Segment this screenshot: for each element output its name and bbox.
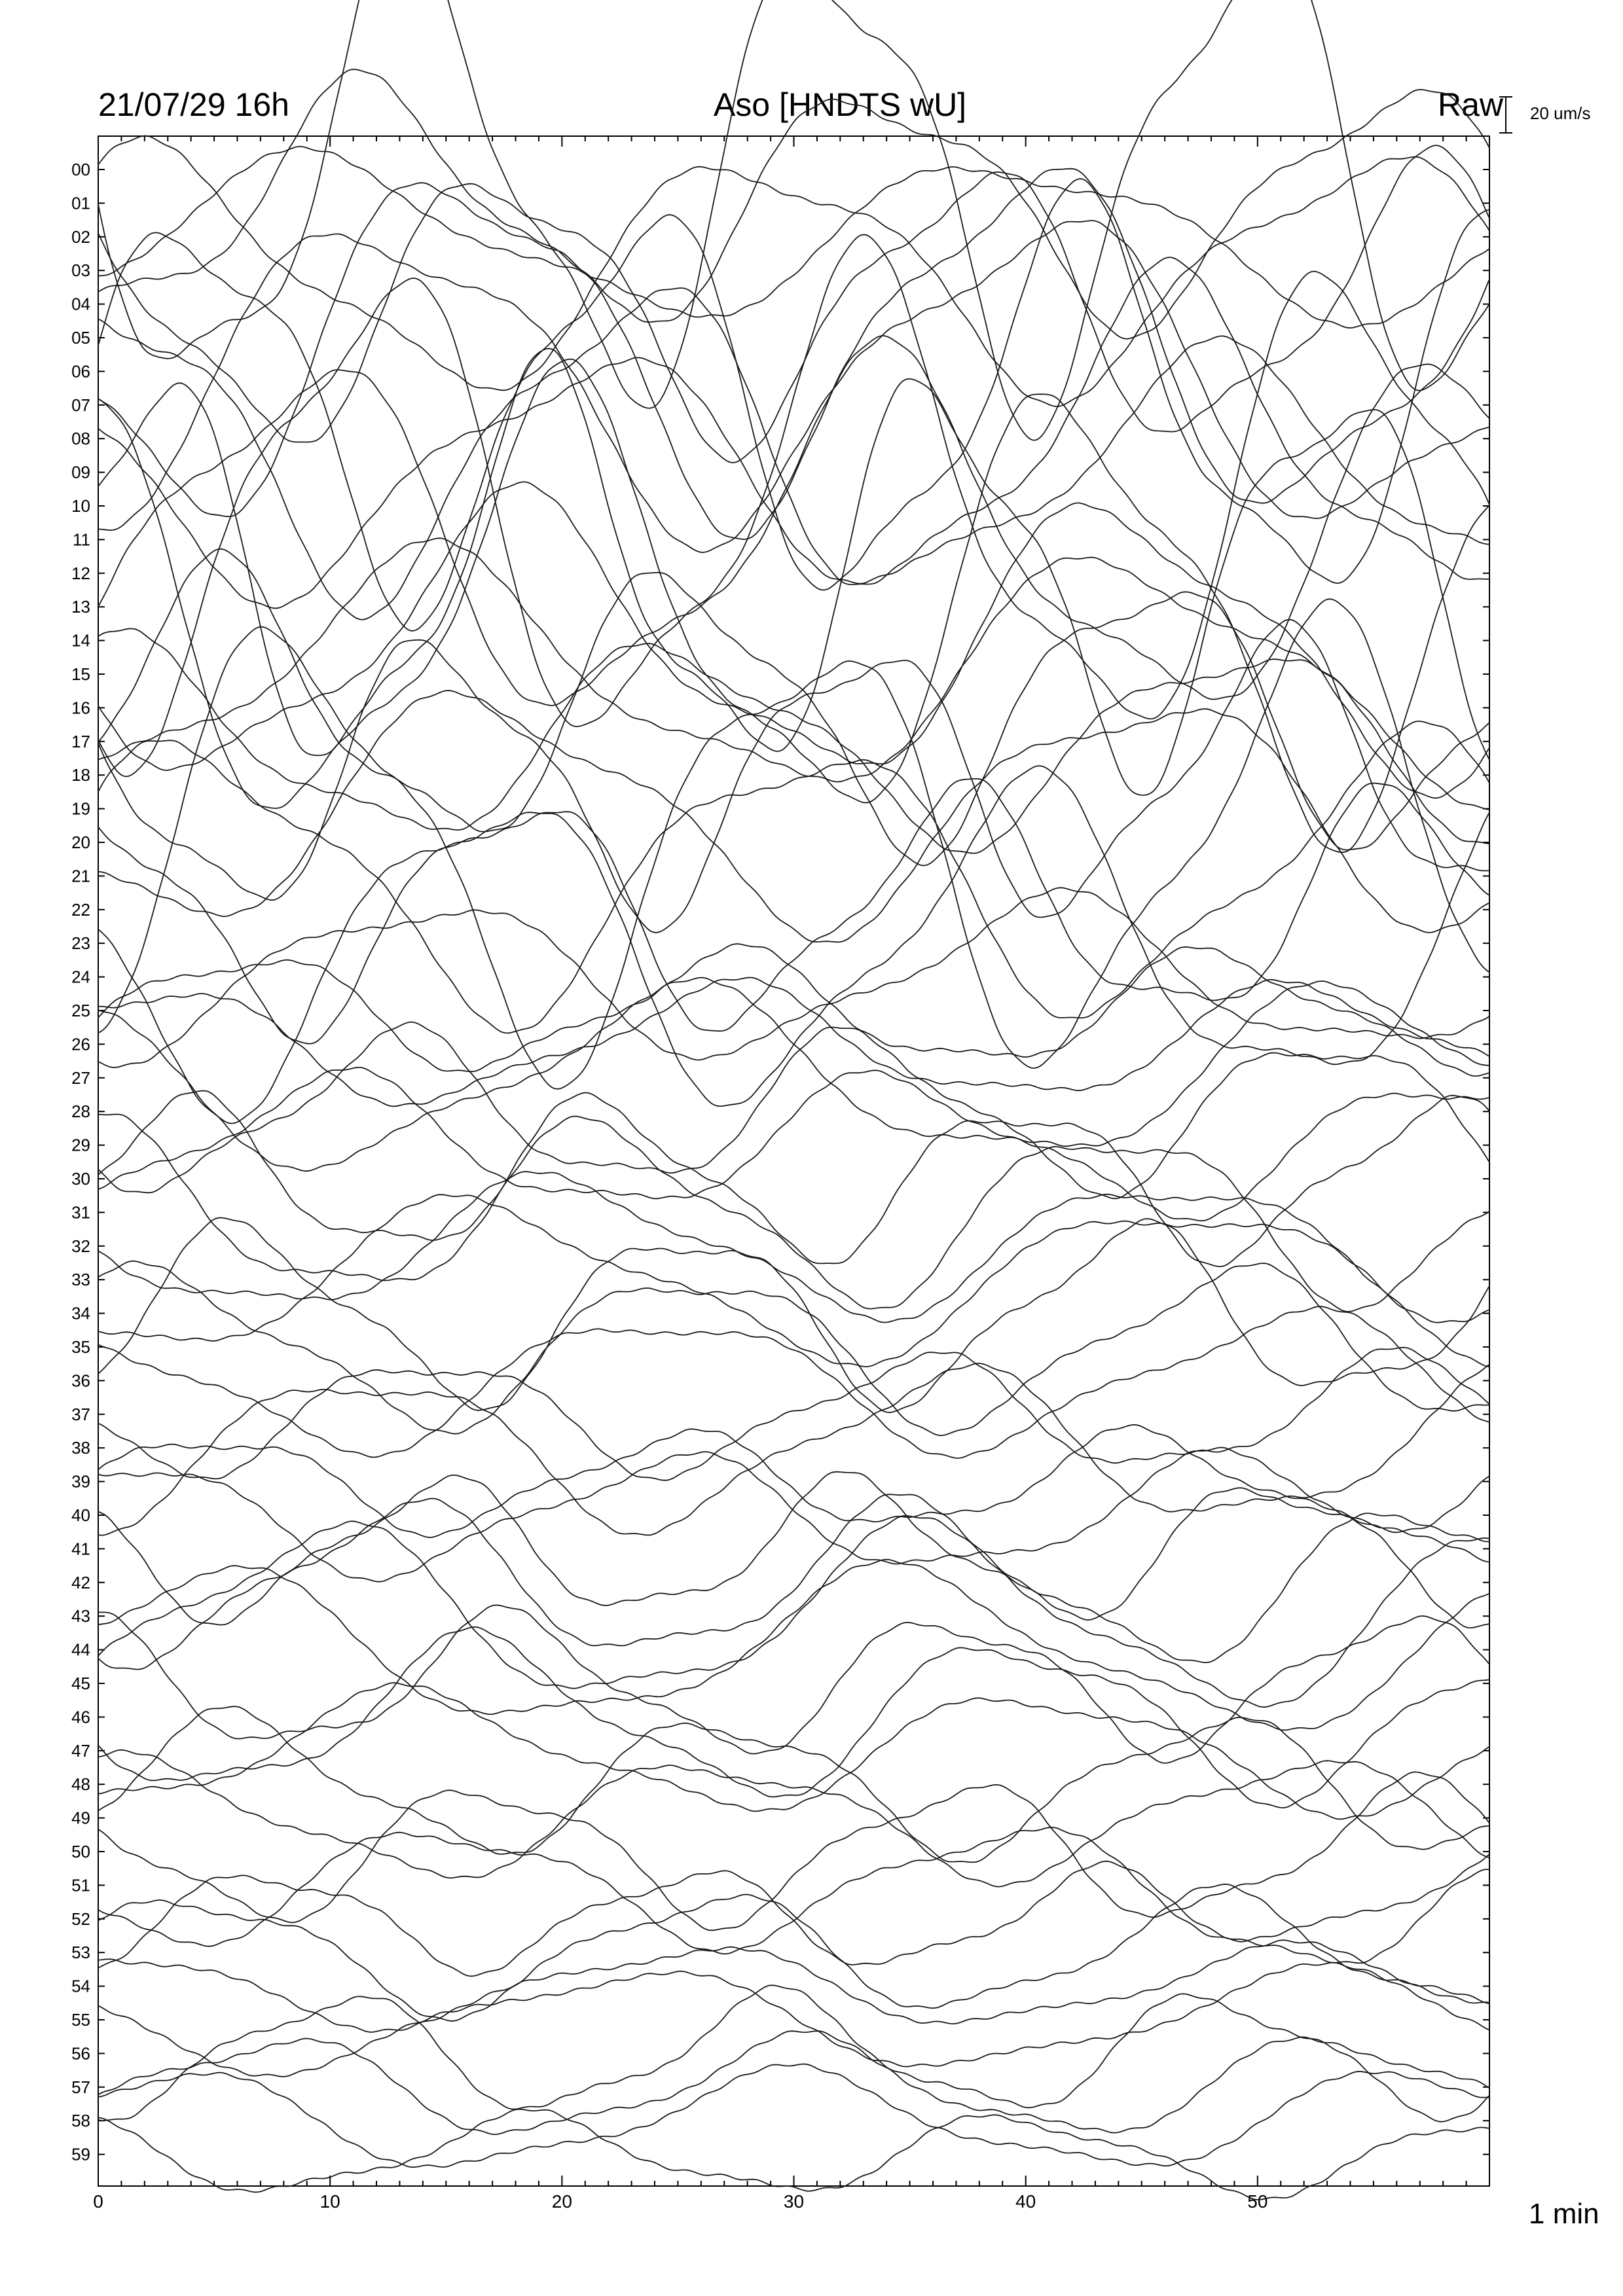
row-label: 35 xyxy=(71,1337,90,1357)
seismic-trace xyxy=(98,599,1489,1089)
row-label: 55 xyxy=(71,2010,90,2030)
row-label: 17 xyxy=(71,731,90,751)
seismic-trace xyxy=(98,1261,1489,1436)
row-label: 45 xyxy=(71,1674,90,1693)
seismic-trace xyxy=(98,1516,1489,1707)
row-label: 14 xyxy=(71,630,90,651)
row-label: 22 xyxy=(71,899,90,920)
row-label: 07 xyxy=(71,395,90,415)
seismic-trace xyxy=(98,1194,1489,1367)
station-title: Aso [HNDTS wU] xyxy=(713,86,967,123)
row-label: 36 xyxy=(71,1371,90,1391)
seismic-trace xyxy=(98,2031,1489,2134)
row-label: 50 xyxy=(71,1842,90,1861)
row-label: 13 xyxy=(71,597,90,617)
row-label: 16 xyxy=(71,698,90,718)
row-label: 42 xyxy=(71,1572,90,1592)
row-label: 37 xyxy=(71,1404,90,1424)
x-tick-label: 10 xyxy=(319,2191,340,2212)
seismic-trace xyxy=(98,1827,1489,1954)
seismic-trace xyxy=(98,1861,1489,1977)
row-label: 56 xyxy=(71,2043,90,2064)
row-label: 26 xyxy=(71,1034,90,1054)
row-label: 54 xyxy=(71,1976,90,1996)
mode-label: Raw xyxy=(1437,86,1503,123)
seismic-trace xyxy=(98,549,1489,866)
seismic-trace xyxy=(98,1683,1489,1819)
seismic-trace xyxy=(98,1218,1489,1413)
amplitude-scale-label: 20 um/s xyxy=(1530,103,1591,123)
row-label: 30 xyxy=(71,1169,90,1189)
seismic-trace xyxy=(98,691,1489,942)
row-label: 29 xyxy=(71,1135,90,1155)
row-label: 18 xyxy=(71,765,90,785)
row-label: 48 xyxy=(71,1774,90,1795)
row-label: 06 xyxy=(71,361,90,382)
seismic-trace xyxy=(98,1306,1489,1458)
x-tick-label: 40 xyxy=(1015,2191,1036,2212)
seismic-trace xyxy=(98,1884,1489,2021)
seismic-trace xyxy=(98,766,1489,1123)
seismic-trace xyxy=(98,620,1489,933)
row-label: 19 xyxy=(71,798,90,819)
date-hour-label: 21/07/29 16h xyxy=(98,86,289,123)
row-label: 33 xyxy=(71,1270,90,1290)
row-label: 39 xyxy=(71,1471,90,1492)
row-label: 04 xyxy=(71,294,90,314)
row-label: 00 xyxy=(71,160,90,179)
seismic-trace xyxy=(98,482,1489,798)
row-label: 49 xyxy=(71,1808,90,1828)
row-label: 25 xyxy=(71,1001,90,1020)
row-label: 41 xyxy=(71,1539,90,1559)
row-label: 57 xyxy=(71,2077,90,2097)
row-label: 05 xyxy=(71,328,90,348)
seismic-trace xyxy=(98,1348,1489,1480)
x-tick-label: 0 xyxy=(93,2191,103,2212)
row-label: 08 xyxy=(71,429,90,449)
seismic-trace xyxy=(98,1985,1489,2121)
row-label: 09 xyxy=(71,462,90,482)
seismic-trace xyxy=(98,1448,1489,1582)
row-label: 46 xyxy=(71,1707,90,1727)
seismic-trace xyxy=(98,978,1489,1172)
row-label: 20 xyxy=(71,833,90,852)
seismic-trace xyxy=(98,944,1489,1076)
row-label: 23 xyxy=(71,933,90,954)
seismic-trace xyxy=(98,1363,1489,1535)
seismic-trace xyxy=(98,221,1489,552)
seismic-trace xyxy=(98,1605,1489,1763)
seismic-trace xyxy=(98,1091,1489,1267)
row-label: 53 xyxy=(71,1943,90,1963)
seismic-trace xyxy=(98,888,1489,1067)
row-label: 21 xyxy=(71,866,90,886)
row-label: 47 xyxy=(71,1740,90,1761)
seismic-trace xyxy=(98,2064,1489,2168)
row-label: 31 xyxy=(71,1202,90,1223)
x-tick-label: 30 xyxy=(783,2191,805,2212)
row-label: 44 xyxy=(71,1640,90,1660)
row-label: 11 xyxy=(73,529,90,550)
row-label: 10 xyxy=(71,496,90,516)
seismic-trace xyxy=(98,1750,1489,1887)
row-label: 03 xyxy=(71,260,90,281)
seismic-trace xyxy=(98,1560,1489,1731)
x-tick-label: 20 xyxy=(551,2191,572,2212)
seismic-trace xyxy=(98,0,1489,440)
seismic-trace xyxy=(98,257,1489,620)
x-axis-unit-label: 1 min xyxy=(1529,2198,1599,2230)
row-label: 38 xyxy=(71,1438,90,1458)
row-label: 40 xyxy=(71,1505,90,1525)
x-tick-label: 50 xyxy=(1247,2191,1268,2212)
row-label: 27 xyxy=(71,1067,90,1088)
row-label: 51 xyxy=(71,1875,90,1895)
row-label: 15 xyxy=(71,664,90,684)
row-label: 43 xyxy=(71,1606,90,1626)
seismic-trace xyxy=(98,1627,1489,1808)
row-label: 02 xyxy=(71,226,90,247)
seismic-trace xyxy=(98,1172,1489,1323)
row-label: 34 xyxy=(71,1303,90,1323)
seismic-trace xyxy=(98,978,1489,1107)
row-label: 12 xyxy=(71,563,90,583)
seismic-trace xyxy=(98,1425,1489,1537)
seismic-trace xyxy=(98,628,1489,853)
row-label: 58 xyxy=(71,2111,90,2131)
row-label: 24 xyxy=(71,967,90,987)
seismic-trace xyxy=(98,136,1489,407)
seismic-trace xyxy=(98,349,1489,795)
seismic-trace xyxy=(98,1494,1489,1669)
seismic-trace xyxy=(98,779,1489,1044)
seismic-trace xyxy=(98,1067,1489,1221)
row-label: 28 xyxy=(71,1102,90,1122)
row-label: 01 xyxy=(71,193,90,213)
seismic-trace xyxy=(98,69,1489,339)
row-label: 59 xyxy=(71,2144,90,2164)
seismic-trace xyxy=(98,359,1489,852)
row-label: 32 xyxy=(71,1236,90,1256)
seismic-trace xyxy=(98,145,1489,463)
seismic-trace xyxy=(98,179,1489,631)
seismic-trace xyxy=(98,1963,1489,2077)
row-label: 52 xyxy=(71,1909,90,1929)
